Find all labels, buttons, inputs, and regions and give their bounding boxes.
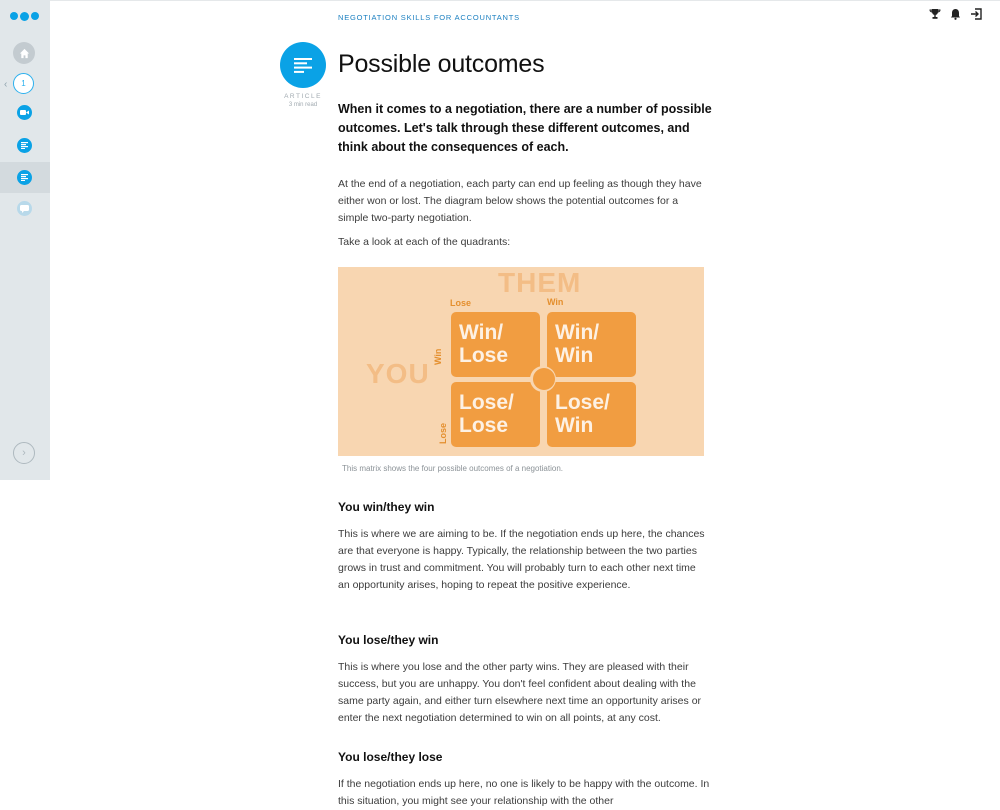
- article-paragraph: At the end of a negotiation, each party can end up feeling as though they have either won or lost. The diagram below shows the potential outcomes for a simple two-party negotiation.: [338, 178, 702, 224]
- diagram-them-label: THEM: [498, 267, 582, 298]
- video-icon[interactable]: [17, 105, 32, 120]
- quadrant-win-win: Win/ Win: [547, 312, 636, 377]
- diagram-win-top-label: Win: [547, 297, 564, 307]
- chat-icon[interactable]: [17, 201, 32, 216]
- top-border: [50, 0, 1000, 1]
- sidebar: [0, 0, 50, 480]
- next-icon[interactable]: ›: [13, 442, 35, 464]
- section-heading: You lose/they win: [338, 633, 439, 647]
- quadrant-lose-win: Lose/ Win: [547, 382, 636, 447]
- diagram-you-label: YOU: [366, 358, 430, 389]
- chevron-left-icon[interactable]: ‹: [4, 79, 8, 90]
- article-type-icon: [280, 42, 326, 88]
- topbar-icons: [929, 8, 982, 20]
- outcomes-matrix-diagram: [338, 267, 704, 456]
- read-time: 3 min read: [288, 102, 318, 108]
- diagram-center-dot: [533, 368, 555, 390]
- home-icon[interactable]: [13, 42, 35, 64]
- article-lead: When it comes to a negotiation, there are a number of possible outcomes. Let's talk through these different outcomes, and think about the consequences of each.: [338, 102, 712, 154]
- course-title[interactable]: NEGOTIATION SKILLS FOR ACCOUNTANTS: [338, 13, 520, 22]
- diagram-win-side-label: Win: [433, 348, 443, 365]
- quadrant-win-lose: Win/ Lose: [451, 312, 540, 377]
- section-body: This is where you lose and the other party wins. They are pleased with their success, but you are unhappy. You don't feel confident about dealing with the same party again, and either turn elsewhere next time an opportunity arises or enter the next negotiation determined to win on all points, at any cost.: [338, 661, 702, 724]
- diagram-lose-top-label: Lose: [450, 298, 472, 308]
- diagram-lose-side-label: Lose: [438, 422, 448, 444]
- section-body: This is where we are aiming to be. If the negotiation ends up here, the chances are that everyone is happy. Typically, the relationship between the two parties grows in trust and commitment. You will probably turn to each other next time an opportunity arises, hoping to repeat the positive experience.: [338, 528, 705, 591]
- article-icon[interactable]: [17, 170, 32, 185]
- section-heading: You lose/they lose: [338, 750, 443, 764]
- diagram-caption: This matrix shows the four possible outcomes of a negotiation.: [342, 464, 563, 473]
- step-number: 1: [21, 79, 26, 88]
- bell-icon[interactable]: [950, 8, 961, 20]
- section-body: If the negotiation ends up here, no one is likely to be happy with the outcome. In this situation, you might see your relationship with the other: [338, 778, 710, 807]
- app-logo[interactable]: [10, 12, 39, 21]
- quadrant-lose-lose: Lose/ Lose: [451, 382, 540, 447]
- page-title: Possible outcomes: [338, 50, 545, 78]
- logout-icon[interactable]: [970, 8, 982, 20]
- trophy-icon[interactable]: [929, 8, 941, 20]
- article-paragraph: Take a look at each of the quadrants:: [338, 236, 511, 248]
- step-indicator[interactable]: [13, 73, 34, 94]
- article-icon[interactable]: [17, 138, 32, 153]
- section-heading: You win/they win: [338, 500, 435, 514]
- article-type-label: ARTICLE: [284, 93, 322, 100]
